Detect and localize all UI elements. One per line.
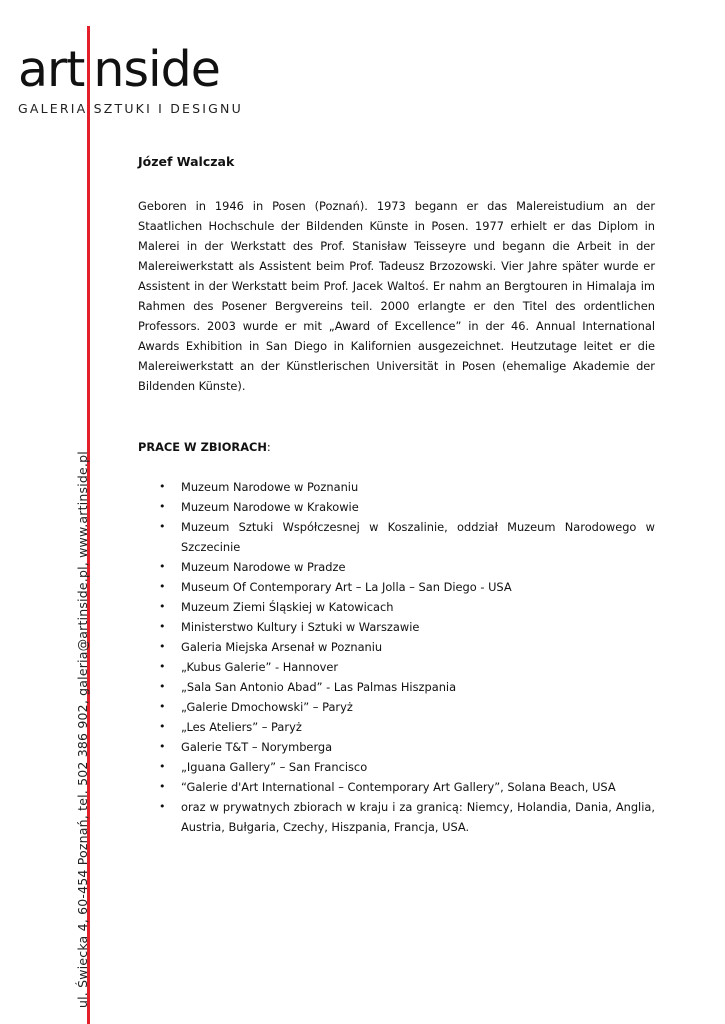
collection-item: [138, 637, 655, 657]
collection-item: [138, 737, 655, 757]
bullet-icon: •: [159, 720, 166, 733]
collections-list: [138, 477, 655, 837]
collection-item-text: „Sala San Antonio Abad” - Las Palmas Hiszpania: [181, 680, 457, 694]
bullet-icon: •: [159, 780, 166, 793]
collection-item: [138, 517, 655, 557]
bullet-icon: •: [159, 580, 166, 593]
artist-name: Józef Walczak: [138, 154, 235, 169]
collection-item: [138, 597, 655, 617]
bullet-icon: •: [159, 620, 166, 633]
collection-item: [138, 557, 655, 577]
collections-heading-text: PRACE W ZBIORACH: [138, 440, 267, 454]
collection-item-text: Muzeum Sztuki Współczesnej w Koszalinie, oddział Muzeum Narodowego w Szczecinie: [181, 520, 655, 554]
bullet-icon: •: [159, 680, 166, 693]
collection-item: [138, 577, 655, 597]
collection-item-text: “Galerie d'Art International – Contemporary Art Gallery”, Solana Beach, USA: [181, 780, 616, 794]
collection-item: [138, 797, 655, 837]
collection-item: [138, 617, 655, 637]
bullet-icon: •: [159, 760, 166, 773]
bullet-icon: •: [159, 560, 166, 573]
collection-item-text: Galerie T&T – Norymberga: [181, 740, 333, 754]
collection-item: [138, 477, 655, 497]
collection-item-text: Muzeum Narodowe w Poznaniu: [181, 480, 359, 494]
logo-wordmark: [18, 40, 220, 100]
bullet-icon: •: [159, 600, 166, 613]
contact-sidebar-text: ul. Świecka 4, 60-454 Poznań, tel. 502 386 902, galeria@artinside.pl, www.artinside.pl: [75, 451, 90, 1008]
collection-item-text: Muzeum Ziemi Śląskiej w Katowicach: [181, 600, 394, 614]
collection-item-text: Museum Of Contemporary Art – La Jolla – San Diego - USA: [181, 580, 512, 594]
logo-text-left: art: [18, 41, 85, 98]
document-content: [138, 150, 655, 837]
collection-item-text: oraz w prywatnych zbiorach w kraju i za granicą: Niemcy, Holandia, Dania, Anglia, Austria, Bułgaria, Czechy, Hiszpania, Francja, USA.: [181, 800, 655, 834]
collection-item: [138, 677, 655, 697]
logo-subtitle: GALERIA SZTUKI I DESIGNU: [18, 101, 243, 116]
bullet-icon: •: [159, 640, 166, 653]
bullet-icon: •: [159, 700, 166, 713]
collections-heading: [138, 437, 655, 457]
collection-item-text: Muzeum Narodowe w Pradze: [181, 560, 346, 574]
bullet-icon: •: [159, 740, 166, 753]
logo-text-right: nside: [93, 41, 220, 98]
bullet-icon: •: [159, 660, 166, 673]
collections-heading-colon: :: [266, 440, 271, 454]
collection-item: [138, 777, 655, 797]
bullet-icon: •: [159, 500, 166, 513]
collection-item: [138, 497, 655, 517]
collection-item-text: „Les Ateliers” – Paryż: [181, 720, 302, 734]
collection-item-text: Muzeum Narodowe w Krakowie: [181, 500, 359, 514]
collection-item-text: Galeria Miejska Arsenał w Poznaniu: [181, 640, 383, 654]
bullet-icon: •: [159, 520, 166, 533]
collection-item: [138, 757, 655, 777]
collection-item-text: Ministerstwo Kultury i Sztuki w Warszawie: [181, 620, 420, 634]
collection-item-text: „Galerie Dmochowski” – Paryż: [181, 700, 353, 714]
collection-item-text: „Kubus Galerie” - Hannover: [181, 660, 339, 674]
bullet-icon: •: [159, 480, 166, 493]
collection-item: [138, 697, 655, 717]
collection-item-text: „Iguana Gallery” – San Francisco: [181, 760, 368, 774]
bullet-icon: •: [159, 800, 166, 813]
artist-bio: Geboren in 1946 in Posen (Poznań). 1973 begann er das Malereistudium an der Staatlichen Hochschule der Bildenden Künste in Posen. 1977 erhielt er das Diplom in Malerei in der Werkstatt des Prof. Stanisław Teisseyre und begann die Arbeit in der Malereiwerkstatt als Assistent beim Prof. Tadeusz Brzozowski. Vier Jahre später wurde er Assistent in der Werkstatt beim Prof. Jacek Waltoś. Er nahm an Bergtouren in Himalaja im Rahmen des Posener Bergvereins teil. 2000 erlangte er den Titel des ordentlichen Professors. 2003 wurde er mit „Award of Excellence” in der 46. Annual International Awards Exhibition in San Diego in Kalifornien ausgezeichnet. Heutzutage leitet er die Malereiwerkstatt an der Künstlerischen Universität in Posen (ehemalige Akademie der Bildenden Künste).: [138, 199, 655, 393]
collection-item: [138, 717, 655, 737]
collection-item: [138, 657, 655, 677]
